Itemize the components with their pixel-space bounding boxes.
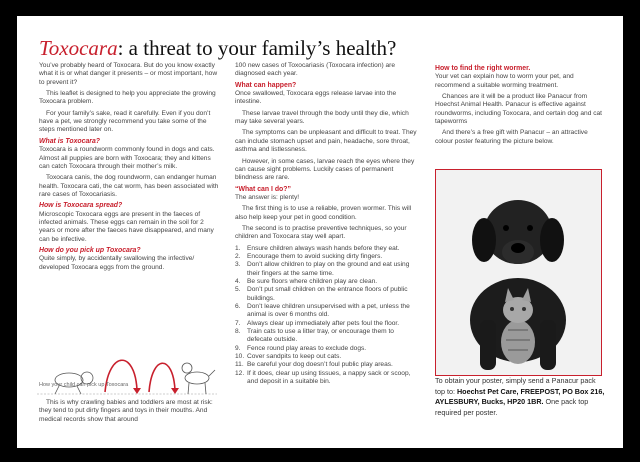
tip-item	[235, 345, 420, 353]
tip-item	[235, 303, 420, 320]
tip-number: 3.	[235, 261, 241, 269]
column-2	[235, 62, 420, 387]
happen-paragraph-4: However, in some cases, larvae reach the eyes where they can cause sight problems. Luckily cases of permanent blindness are rare.	[235, 157, 415, 182]
pickup-paragraph: Quite simply, by accidentally swallowing the infective/ developed Toxocara eggs from the ground.	[39, 255, 195, 271]
do-paragraph-1: The answer is: plenty!	[235, 193, 300, 201]
heading-what-can-happen: What can happen?	[235, 81, 297, 89]
tip-item	[235, 261, 420, 278]
continued-paragraph: 100 new cases of Toxocariasis (Toxocara infection) are diagnosed each year.	[235, 62, 396, 78]
poster-text-intro: To obtain your poster, simply send a Panacur pack top to:	[435, 376, 596, 396]
do-paragraph-2: The first thing is to use a reliable, proven wormer. This will also help keep your pet in good condition.	[235, 205, 412, 221]
tip-text: Train cats to use a litter tray, or encourage them to defecate outside.	[247, 328, 394, 344]
prevention-tips-list	[235, 245, 420, 387]
happen-paragraph-2: These larvae travel through the body until they die, which may take several years.	[235, 109, 409, 126]
tip-text: If it does, clear up using tissues, a nappy sack or scoop, and deposit in a suitable bin.	[247, 369, 411, 386]
heading-what-is-toxocara: What is Toxocara?	[39, 137, 101, 145]
tip-text: Don’t put small children on the entrance floors of public buildings.	[247, 286, 408, 302]
intro-paragraph-1: You’ve probably heard of Toxocara. But do you know exactly what it is or what danger it presents – or most important, how to prevent it?	[39, 62, 218, 86]
column-3	[435, 62, 603, 149]
tip-number: 2.	[235, 253, 241, 260]
poster-offer-text	[435, 376, 605, 418]
tip-item	[235, 286, 420, 303]
tip-item	[235, 328, 420, 345]
tip-item	[235, 320, 420, 328]
heading-how-pick-up: How do you pick up Toxocara?	[39, 247, 141, 254]
happen-paragraph-1: Once swallowed, Toxocara eggs release larvae into the intestine.	[235, 90, 397, 106]
find-paragraph-2: Chances are it will be a product like Panacur from Hoechst Animal Health. Panacur is effective against roundworms, including Toxocara, and certain dog and cat tapeworms	[435, 93, 603, 126]
poster-text-note: One pack top required per poster.	[435, 397, 589, 417]
tip-item	[235, 370, 420, 387]
intro-paragraph-2: This leaflet is designed to help you appreciate the growing Toxocara problem.	[39, 90, 216, 106]
tip-text: Be sure floors where children play are clean.	[247, 278, 378, 286]
tip-item	[235, 361, 420, 369]
do-paragraph-3: The second is to practise preventive techniques, so your children and Toxocara stay well apart.	[235, 224, 407, 241]
illustration-caption: How your child can pick up Toxocara	[39, 382, 129, 388]
tip-number: 11.	[235, 361, 244, 369]
tip-number: 4.	[235, 278, 241, 286]
tip-number: 9.	[235, 344, 241, 352]
tip-text: Fence round play areas to exclude dogs.	[247, 344, 367, 352]
what-paragraph-1: Toxocara is a roundworm commonly found in dogs and cats. Almost all puppies are born with Toxocara; they and kittens can catch Toxocara through their mother’s milk.	[39, 146, 215, 170]
child-and-dog-illustration	[37, 344, 217, 398]
heading-what-can-i-do: “What can I do?”	[235, 185, 291, 193]
heading-how-spread: How is Toxocara spread?	[39, 202, 123, 210]
intro-paragraph-3: For your family’s sake, read it carefully. Even if you don’t have a pet, we strongly recommend you take some of the steps mentioned later on.	[39, 109, 211, 134]
tip-number: 5.	[235, 286, 241, 294]
happen-paragraph-3: The symptoms can be unpleasant and difficult to treat. They can include stomach upset and pain, headache, sore throat, asthma and listlessness.	[235, 129, 417, 154]
find-paragraph-1: Your vet can explain how to worm your pet, and recommend a suitable worming treatment.	[435, 73, 574, 89]
column-1-bottom	[39, 399, 219, 424]
find-paragraph-3: And there’s a free gift with Panacur – an attractive colour poster featuring the picture below.	[435, 129, 588, 145]
tip-text: Be careful your dog doesn’t foul public play areas.	[247, 361, 393, 369]
puppy-and-kitten-photo	[435, 169, 602, 376]
tip-item	[235, 245, 420, 253]
tip-number: 12.	[235, 369, 245, 377]
page-title	[39, 36, 459, 60]
leaflet-page	[17, 16, 623, 448]
tip-item	[235, 253, 420, 261]
tip-number: 10.	[235, 353, 245, 361]
tip-text: Encourage them to avoid sucking dirty fingers.	[247, 253, 383, 260]
title-rest: : a threat to your family’s health?	[117, 36, 397, 60]
tip-number: 7.	[235, 319, 241, 327]
tip-text: Don’t allow children to play on the ground and eat using their fingers at the same time.	[247, 261, 410, 277]
spread-paragraph: Microscopic Toxocara eggs are present in the faeces of infected animals. These eggs can remain in the soil for 2 years or more after the faeces have disappeared, and many can be infective.	[39, 210, 214, 243]
tip-number: 1.	[235, 244, 241, 252]
tip-item	[235, 353, 420, 361]
tip-item	[235, 278, 420, 286]
tip-text: Cover sandpits to keep out cats.	[247, 353, 342, 361]
bottom-paragraph: This is why crawling babies and toddlers are most at risk: they tend to put dirty fingers and toys in their mouths. And medical records show that around	[39, 399, 213, 423]
heading-find-wormer: How to find the right wormer.	[435, 65, 531, 72]
tip-text: Ensure children always wash hands before they eat.	[247, 244, 400, 252]
tip-text: Always clear up immediately after pets foul the floor.	[247, 319, 400, 327]
what-paragraph-2: Toxocara canis, the dog roundworm, can endanger human health. Toxocara cati, the cat worm, has been associated with rare cases of Toxocariasis.	[39, 174, 219, 198]
tip-text: Don’t leave children unsupervised with a pet, unless the animal is over 6 months old.	[247, 303, 410, 319]
title-red-word: Toxocara	[39, 36, 118, 60]
poster-address: Hoechst Pet Care, FREEPOST, PO Box 216, AYLESBURY, Bucks, HP20 1BR.	[435, 386, 605, 406]
column-1	[39, 62, 219, 275]
tip-number: 6.	[235, 303, 241, 311]
tip-number: 8.	[235, 328, 241, 336]
puppy-kitten-image	[436, 170, 601, 375]
